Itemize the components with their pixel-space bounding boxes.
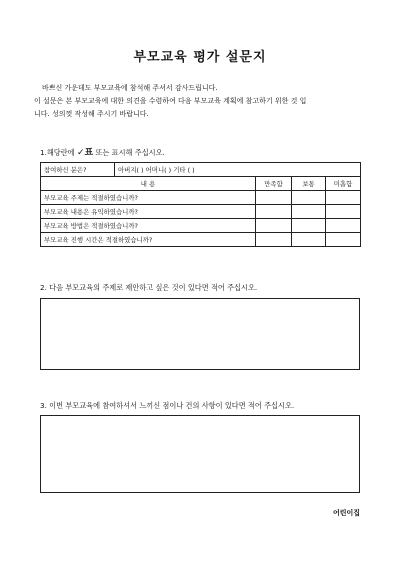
row-time-unsatisfied-cell[interactable]	[326, 233, 361, 247]
row-method-satisfied-cell[interactable]	[256, 219, 292, 233]
intro-line-2: 이 설문은 본 부모교육에 대한 의견을 수렴하여 다음 부모교육 계획에 참고하기 위한 것 입	[34, 97, 307, 105]
question-2-answer-box[interactable]	[40, 298, 360, 370]
intro-line-3: 니다. 성의껏 작성해 주시기 바랍니다.	[34, 110, 149, 118]
table-row	[41, 191, 361, 205]
check-mark-icon: ✓표	[76, 148, 94, 158]
survey-table	[40, 162, 361, 247]
question-1-instruction	[40, 145, 165, 158]
header-content: 내 용	[41, 177, 256, 191]
question-1-suffix: 또는 표시해 주십시오.	[95, 148, 165, 157]
intro-line-1: 바쁘신 가운데도 부모교육에 참석해 주셔서 감사드립니다.	[42, 84, 218, 92]
table-row	[41, 233, 361, 247]
header-unsatisfied: 미흡함	[326, 177, 361, 191]
header-satisfied: 만족함	[256, 177, 292, 191]
row-method-normal-cell[interactable]	[292, 219, 326, 233]
signature-kindergarten: 어린이집	[333, 509, 361, 517]
table-header-row	[41, 177, 361, 191]
row-topic-unsatisfied-cell[interactable]	[326, 191, 361, 205]
row-content-label: 부모교육 내용은 유익하였습니까?	[41, 205, 256, 219]
question-3-answer-box[interactable]	[40, 415, 360, 493]
attendance-row	[41, 163, 361, 177]
table-row	[41, 205, 361, 219]
table-row	[41, 219, 361, 233]
intro-paragraph	[34, 82, 372, 121]
page-title: 부모교육 평가 설문지	[133, 50, 267, 65]
row-content-normal-cell[interactable]	[292, 205, 326, 219]
row-content-unsatisfied-cell[interactable]	[326, 205, 361, 219]
row-method-unsatisfied-cell[interactable]	[326, 219, 361, 233]
header-normal: 보통	[292, 177, 326, 191]
row-content-satisfied-cell[interactable]	[256, 205, 292, 219]
row-topic-normal-cell[interactable]	[292, 191, 326, 205]
attendance-options	[115, 163, 361, 177]
question-1-prefix: 1.해당란에	[40, 148, 75, 157]
row-time-label: 부모교육 진행 시간은 적절하였습니까?	[41, 233, 256, 247]
attendance-label: 참여하신 분은?	[41, 163, 115, 177]
row-time-normal-cell[interactable]	[292, 233, 326, 247]
attendance-father[interactable]: 아버지( )	[118, 166, 144, 174]
question-3-label: 3. 이번 부모교육에 참여하셔서 느끼신 점이나 건의 사항이 있다면 적어 주십시오.	[40, 401, 295, 410]
row-time-satisfied-cell[interactable]	[256, 233, 292, 247]
row-method-label: 부모교육 방법은 적절하였습니까?	[41, 219, 256, 233]
question-2-label: 2. 다음 부모교육의 주제로 제안하고 싶은 것이 있다면 적어 주십시오.	[40, 283, 258, 292]
attendance-other[interactable]: 기타 ( )	[173, 166, 195, 174]
attendance-mother[interactable]: 어머니( )	[145, 166, 172, 174]
row-topic-satisfied-cell[interactable]	[256, 191, 292, 205]
row-topic-label: 부모교육 주제는 적절하였습니까?	[41, 191, 256, 205]
